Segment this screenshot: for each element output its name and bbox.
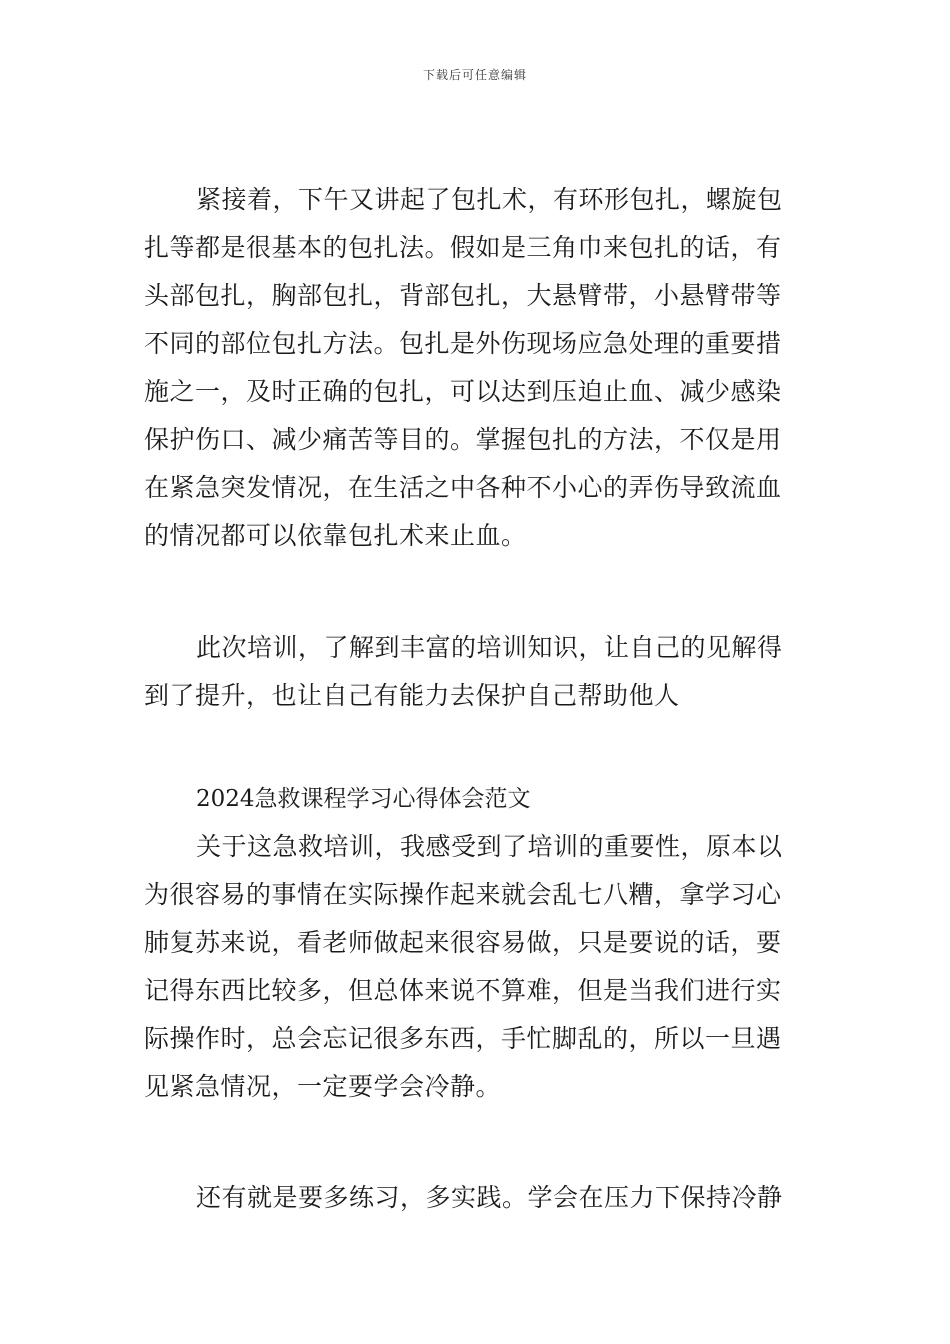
page-header: 下载后可任意编辑 <box>422 68 527 82</box>
paragraph-practice <box>144 1174 808 1222</box>
text-line: 保护伤口、减少痛苦等目的。掌握包扎的方法，不仅是用 <box>144 425 782 454</box>
text-line: 见紧急情况，一定要学会冷静。 <box>144 1072 502 1101</box>
text-line: 紧接着，下午又讲起了包扎术，有环形包扎，螺旋包 <box>196 185 783 214</box>
paragraph-training-summary <box>144 624 808 720</box>
text-line: 不同的部位包扎方法。包扎是外伤现场应急处理的重要措 <box>144 329 782 358</box>
text-line: 还有就是要多练习，多实践。学会在压力下保持冷静 <box>196 1183 783 1212</box>
text-line: 在紧急突发情况，在生活之中各种不小心的弄伤导致流血 <box>144 473 782 502</box>
text-line: 际操作时，总会忘记很多东西，手忙脚乱的，所以一旦遇 <box>144 1024 782 1053</box>
text-line: 的情况都可以依靠包扎术来止血。 <box>144 521 527 550</box>
text-line: 肺复苏来说，看老师做起来很容易做，只是要说的话，要 <box>144 928 782 957</box>
text-line: 记得东西比较多，但总体来说不算难，但是当我们进行实 <box>144 976 782 1005</box>
section-title: 2024急救课程学习心得体会范文 <box>196 786 531 812</box>
text-line: 为很容易的事情在实际操作起来就会乱七八糟，拿学习心 <box>144 880 782 909</box>
paragraph-bandaging <box>144 176 808 560</box>
text-line: 到了提升，也让自己有能力去保护自己帮助他人 <box>144 681 680 710</box>
section-essay <box>144 775 808 1111</box>
text-line: 头部包扎，胸部包扎，背部包扎，大悬臂带，小悬臂带等 <box>144 281 782 310</box>
text-line: 扎等都是很基本的包扎法。假如是三角巾来包扎的话，有 <box>144 233 782 262</box>
text-line: 施之一，及时正确的包扎，可以达到压迫止血、减少感染 <box>144 377 782 406</box>
text-line: 关于这急救培训，我感受到了培训的重要性，原本以 <box>196 832 783 861</box>
text-line: 此次培训，了解到丰富的培训知识，让自己的见解得 <box>196 633 783 662</box>
